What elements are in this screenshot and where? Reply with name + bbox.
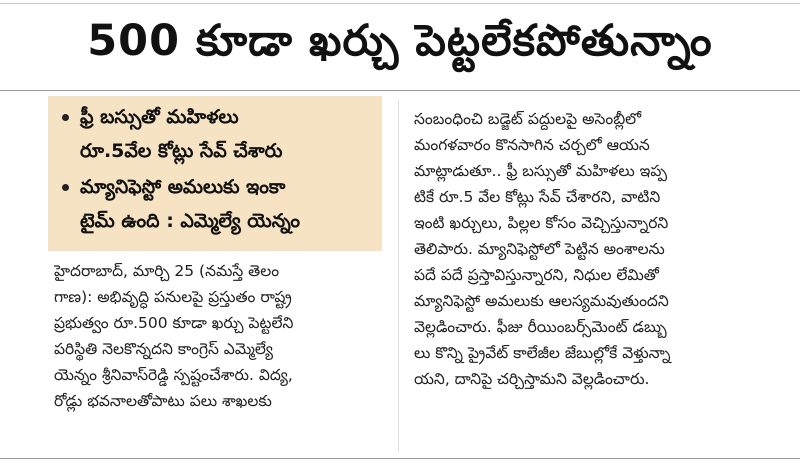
text-line: ప్రభుత్వం రూ.500 కూడా ఖర్చు పెట్టలేని: [54, 314, 294, 332]
right-column-text: [414, 106, 750, 392]
highlight-line: మ్యానిఫెస్టో అమలుకు ఇంకా: [80, 176, 286, 198]
highlight-item: [62, 170, 374, 238]
text-line: లు కొన్ని ప్రైవేట్ కాలేజీల జేబుల్లోకే వెళ్తున్నా: [414, 344, 671, 362]
text-line: యని, దానిపై చర్చిస్తామని వెల్లడించారు.: [414, 370, 650, 388]
text-line: వెల్లడించారు. ఫీజు రీయింబర్స్‌మెంట్ డబ్బు: [414, 318, 667, 336]
text-line: ఇంటి ఖర్చులు, పిల్లల కోసం వెచ్చిస్తున్నారని: [414, 214, 669, 232]
text-line: మంగళవారం కొనసాగిన చర్చలో ఆయన: [414, 136, 650, 154]
text-line: మాట్లాడుతూ.. ఫ్రీ బస్సుతో మహిళలు ఇప్ప: [414, 162, 667, 180]
text-line: సంబంధించి బడ్జెట్ పద్దులపై అసెంబ్లీలో: [414, 110, 642, 128]
text-line: హైదరాబాద్, మార్చి 25 (నమస్తే తెలం: [54, 262, 280, 280]
column-divider: [398, 100, 399, 452]
left-column-text: [54, 258, 388, 414]
bottom-rule: [0, 458, 800, 459]
highlight-line: రూ.5వేల కోట్లు సేవ్ చేశారు: [80, 140, 283, 162]
bullet-icon: [62, 184, 69, 191]
bullet-icon: [62, 114, 69, 121]
text-line: మ్యానిఫెస్టో అమలుకు ఆలస్యమవుతుందని: [414, 292, 669, 310]
headline: 500 కూడా ఖర్చు పెట్టలేకపోతున్నాం: [87, 16, 713, 66]
highlight-line: టైమ్ ఉంది : ఎమ్మెల్యే యెన్నం: [80, 210, 301, 232]
highlights-box: [48, 96, 382, 251]
headline-rule: [0, 90, 800, 91]
text-line: టికే రూ.5 వేల కోట్లు సేవ్ చేశారని, వాటిని: [414, 188, 661, 206]
text-line: తెలిపారు. మ్యానిఫెస్టోలో పెట్టిన అంశాలను: [414, 240, 665, 258]
highlight-line: ఫ్రీ బస్సుతో మహిళలు: [80, 106, 239, 128]
text-line: గాణ): అభివృద్ధి పనులపై ప్రస్తుతం రాష్ట్ర: [54, 288, 292, 306]
text-line: పదే పదే ప్రస్తావిస్తున్నారని, నిధుల లేమితో: [414, 266, 659, 284]
highlight-item: [62, 100, 374, 168]
text-line: రోడ్లు భవనాలతోపాటు పలు శాఖలకు: [54, 392, 272, 410]
text-line: యెన్నం శ్రీనివాస్‌రెడ్డి స్పష్టంచేశారు. విద్య,: [54, 366, 293, 384]
top-rule: [0, 3, 800, 4]
text-line: పరిస్థితి నెలకొన్నదని కాంగ్రెస్ ఎమ్మెల్యే: [54, 340, 273, 358]
